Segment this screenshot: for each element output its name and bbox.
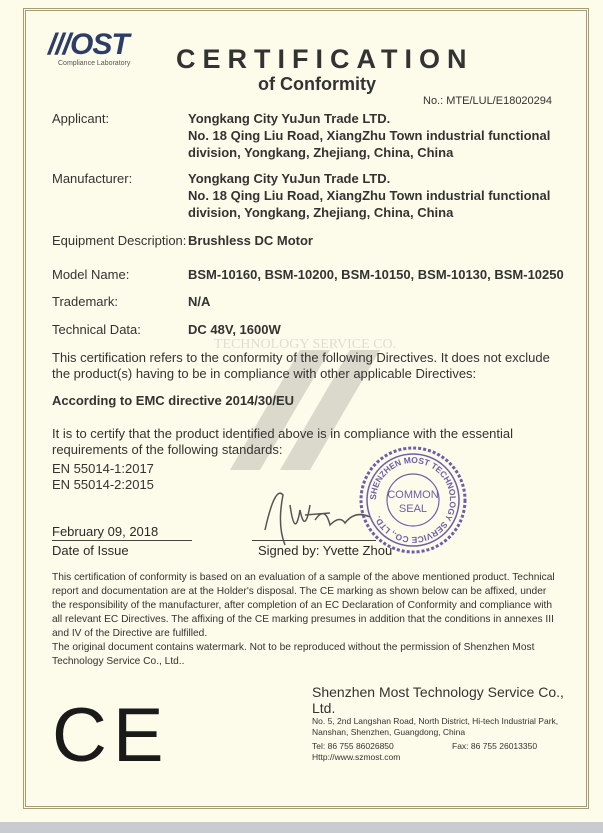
company-address: Nanshan, Shenzhen, Guangdong, China (312, 727, 466, 737)
trademark-label: Trademark: (52, 294, 118, 309)
model-value: BSM-10160, BSM-10200, BSM-10150, BSM-10130, BSM-10250 (188, 267, 564, 282)
note-paragraph: This certification of conformity is based on an evaluation of a sample of the above mentioned product. Technical report and documentation are at the Holder's disposal. The CE marking as shown below can be affixed, under the responsibility of the manufacturer, after completion of an EC Declaration of Conformity and compliance with all relevant EC Directives. The affixing of the CE marking presumes in addition that the conditions in annexes III and IV of the Directive are fulfilled. (52, 572, 555, 639)
model-label: Model Name: (52, 267, 130, 282)
logo-subtitle: Compliance Laboratory (58, 60, 131, 67)
manufacturer-line: Yongkang City YuJun Trade LTD. (188, 171, 391, 186)
technical-value: DC 48V, 1600W (188, 322, 281, 337)
applicant-value (188, 110, 550, 161)
equipment-label: Equipment Description: (52, 233, 187, 248)
handwritten-signature (255, 475, 375, 550)
equipment-value: Brushless DC Motor (188, 233, 313, 248)
applicant-line: division, Yongkang, Zhejiang, China, China (188, 145, 454, 160)
note-paragraph: The original document contains watermark. Not to be reproduced without the permission of Shenzhen Most Technology Service Co., Ltd.. (52, 642, 535, 667)
svg-text:SHENZHEN MOST TECHNOLOGY SERVI: SHENZHEN MOST TECHNOLOGY SERVICE CO., LTD. (367, 454, 459, 546)
manufacturer-line: No. 18 Qing Liu Road, XiangZhu Town industrial functional (188, 188, 551, 203)
common-seal-stamp (358, 445, 468, 555)
signed-by: Signed by: Yvette Zhou (258, 543, 393, 558)
conformity-notes (52, 571, 562, 669)
directive-intro: This certification refers to the conformity of the following Directives. It does not exclude the product(s) having to be in compliance with other applicable Directives: (52, 350, 550, 381)
company-address: No. 5, 2nd Langshan Road, North District, Hi-tech Industrial Park, (312, 716, 559, 726)
certificate-title: CERTIFICATION (176, 44, 474, 74)
certify-text: It is to certify that the product identified above is in compliance with the essential requirements of the following standards: (52, 426, 514, 457)
standard-item: EN 55014-1:2017 (52, 461, 154, 476)
company-name: Shenzhen Most Technology Service Co., Ltd. (312, 684, 564, 716)
page-edge (0, 822, 603, 833)
applicant-line: No. 18 Qing Liu Road, XiangZhu Town industrial functional (188, 128, 551, 143)
date-label: Date of Issue (52, 543, 129, 558)
manufacturer-line: division, Yongkang, Zhejiang, China, China (188, 205, 454, 220)
standard-item: EN 55014-2:2015 (52, 477, 154, 492)
most-logo (48, 30, 152, 67)
issue-date: February 09, 2018 (52, 524, 159, 539)
company-info (312, 684, 572, 763)
ce-mark: CE (52, 693, 170, 778)
certificate-subtitle: of Conformity (258, 74, 376, 94)
logo-mark: ///OST (48, 28, 129, 61)
manufacturer-label: Manufacturer: (52, 171, 133, 186)
svg-text:TECHNOLOGY SERVICE CO.: TECHNOLOGY SERVICE CO. (213, 337, 397, 352)
trademark-value: N/A (188, 294, 211, 309)
company-tel: Tel: 86 755 86026850 (312, 741, 394, 751)
applicant-label: Applicant: (52, 111, 110, 126)
directive: According to EMC directive 2014/30/EU (52, 393, 295, 408)
company-fax: Fax: 86 755 26013350 (452, 741, 538, 751)
company-website: Http://www.szmost.com (312, 752, 401, 762)
applicant-line: Yongkang City YuJun Trade LTD. (188, 111, 391, 126)
technical-label: Technical Data: (52, 322, 141, 337)
manufacturer-value (188, 170, 550, 221)
date-line (52, 540, 192, 541)
certificate-number: No.: MTE/LUL/E18020294 (423, 95, 553, 107)
svg-text:COMMON: COMMON (387, 489, 439, 501)
svg-text:SEAL: SEAL (398, 503, 428, 515)
